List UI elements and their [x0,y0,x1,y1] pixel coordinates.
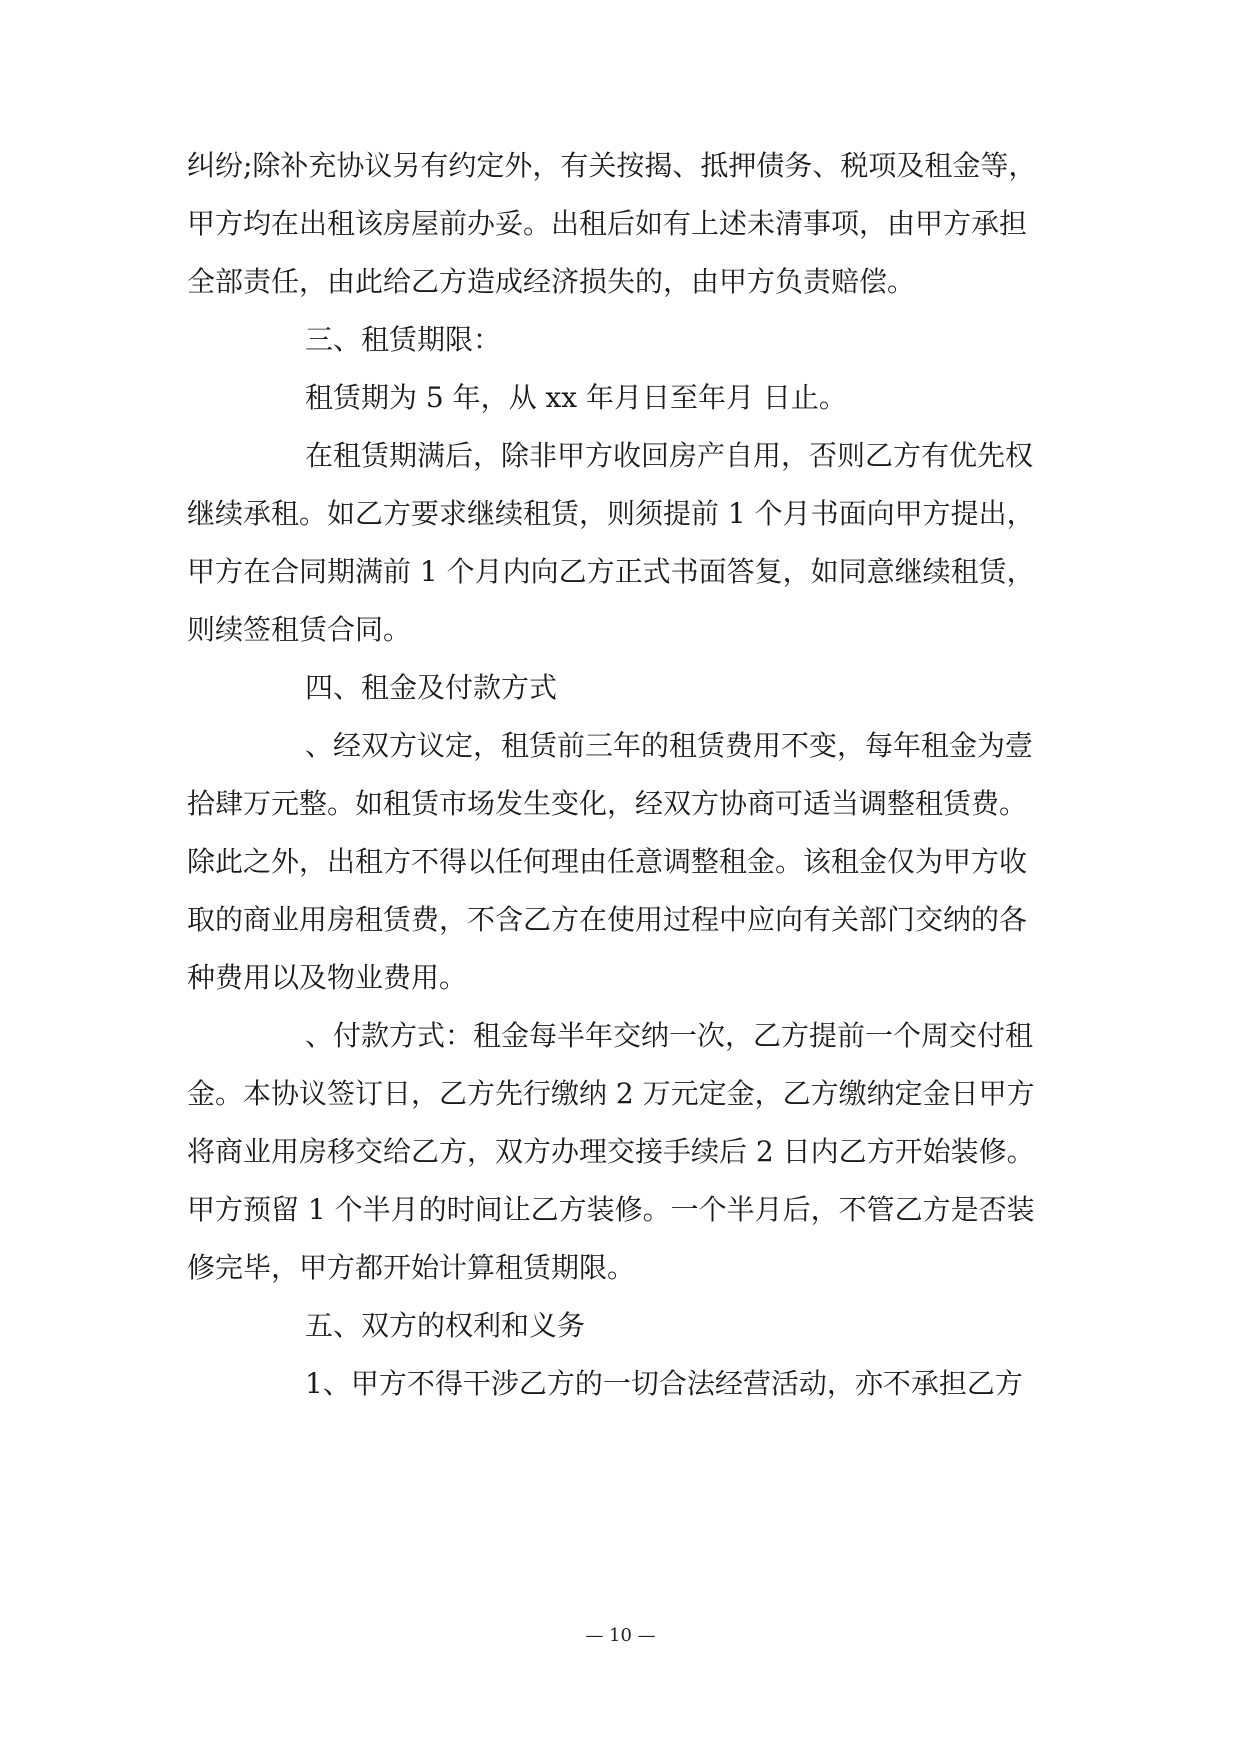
paragraph-line: 则续签租赁合同。 [187,613,412,646]
paragraph-line: 甲方均在出租该房屋前办妥。出租后如有上述未清事项，由甲方承担 [187,207,1028,240]
paragraph-line: 在租赁期满后，除非甲方收回房产自用，否则乙方有优先权 [305,439,1034,472]
paragraph-line: 修完毕，甲方都开始计算租赁期限。 [187,1251,636,1284]
paragraph-line: 、经双方议定，租赁前三年的租赁费用不变，每年租金为壹 [305,729,1034,762]
paragraph-line: 甲方在合同期满前 1 个月内向乙方正式书面答复，如同意继续租赁， [187,555,1035,588]
section-heading: 四、租金及付款方式 [305,671,558,704]
paragraph-line: 1、甲方不得干涉乙方的一切合法经营活动，亦不承担乙方 [305,1367,1023,1400]
paragraph-line: 、付款方式：租金每半年交纳一次，乙方提前一个周交付租 [305,1019,1034,1052]
paragraph-line: 租赁期为 5 年，从 xx 年月日至年月 日止。 [305,381,847,414]
section-heading: 三、租赁期限： [305,323,502,356]
page-number: — 10 — [585,1625,656,1646]
paragraph-line: 除此之外，出租方不得以任何理由任意调整租金。该租金仅为甲方收 [187,845,1028,878]
paragraph-line: 继续承租。如乙方要求继续租赁，则须提前 1 个月书面向甲方提出， [187,497,1035,530]
paragraph-line: 将商业用房移交给乙方，双方办理交接手续后 2 日内乙方开始装修。 [187,1135,1035,1168]
paragraph-line: 拾肆万元整。如租赁市场发生变化，经双方协商可适当调整租赁费。 [187,787,1028,820]
section-heading: 五、双方的权利和义务 [305,1309,586,1342]
paragraph-line: 纠纷;除补充协议另有约定外，有关按揭、抵押债务、税项及租金等， [187,149,1037,182]
paragraph-line: 取的商业用房租赁费，不含乙方在使用过程中应向有关部门交纳的各 [187,903,1028,936]
paragraph-line: 全部责任，由此给乙方造成经济损失的，由甲方负责赔偿。 [187,265,916,298]
paragraph-line: 种费用以及物业费用。 [187,961,468,994]
paragraph-line: 甲方预留 1 个半月的时间让乙方装修。一个半月后，不管乙方是否装 [187,1193,1035,1226]
paragraph-line: 金。本协议签订日，乙方先行缴纳 2 万元定金，乙方缴纳定金日甲方 [187,1077,1035,1110]
